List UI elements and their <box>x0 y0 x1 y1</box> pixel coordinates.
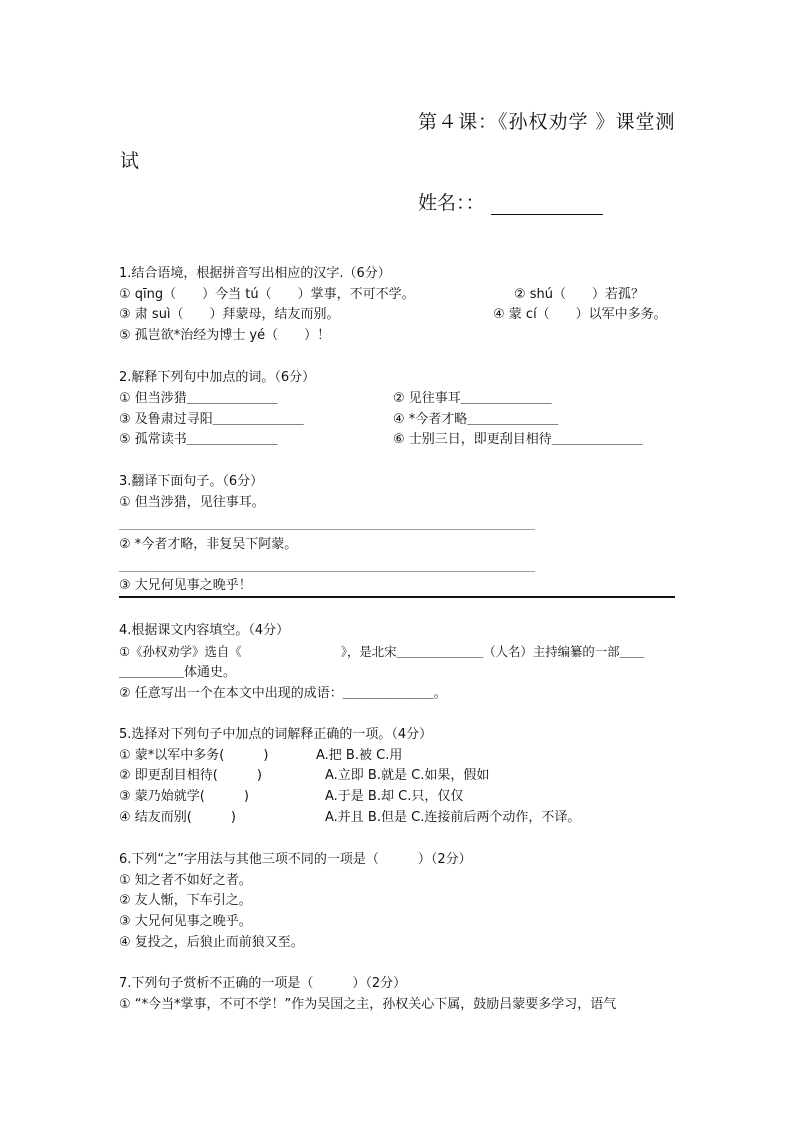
q7-heading: 7.下列句子赏析不正确的一项是（ ）（2分） <box>119 976 407 991</box>
q6-option-3: ③ 大兄何见事之晚乎。 <box>119 914 252 929</box>
name-field[interactable] <box>491 194 603 215</box>
q1-item-4: ④ 蒙 cí（ ）以军中多务。 <box>493 307 667 322</box>
q2-heading: 2.解释下列句中加点的词。（6分） <box>119 370 316 385</box>
q5-options-3: A.于是 B.却 C.只，仅仅 <box>325 789 464 804</box>
q2-item-3: ③ 及鲁肃过寻阳＿＿＿＿＿＿＿ <box>119 412 304 427</box>
q6-heading: 6.下列“之”字用法与其他三项不同的一项是（ ）（2分） <box>119 852 472 867</box>
q2-item-4: ④ *今者才略＿＿＿＿＿＿＿ <box>393 412 559 427</box>
q2-item-5: ⑤ 孤常读书＿＿＿＿＿＿＿ <box>119 432 278 447</box>
q5-item-2: ② 即更刮目相待( ) <box>119 768 262 783</box>
q3-heading: 3.翻译下面句子。（6分） <box>119 474 264 489</box>
q4-item-1-cont: ＿＿＿＿＿体通史。 <box>119 665 237 680</box>
q2-item-6: ⑥ 士别三日，即更刮目相待＿＿＿＿＿＿＿ <box>393 432 643 447</box>
name-label: 姓名：： <box>418 192 485 214</box>
q4-item-2: ② 任意写出一个在本文中出现的成语：＿＿＿＿＿＿＿。 <box>119 686 447 701</box>
q3-item-3: ③ 大兄何见事之晚乎！ <box>119 578 252 593</box>
q3-answer-line-1[interactable]: ＿＿＿＿＿＿＿＿＿＿＿＿＿＿＿＿＿＿＿＿＿＿＿＿＿＿＿＿＿＿＿＿＿＿＿＿＿＿ <box>119 518 536 531</box>
q2-item-2: ② 见往事耳＿＿＿＿＿＿＿ <box>393 391 552 406</box>
q5-options-1: A.把 B.被 C.用 <box>316 748 403 763</box>
q7-option-1: ① “*今当*掌事，不可不学！”作为吴国之主，孙权关心下属，鼓励吕蒙要多学习，语气 <box>119 997 617 1012</box>
q5-item-1: ① 蒙*以军中多务( ) <box>119 748 269 763</box>
q2-item-1: ① 但当涉猎＿＿＿＿＿＿＿ <box>119 391 278 406</box>
q4-heading: 4.根据课文内容填空。（4分） <box>119 623 290 638</box>
q5-options-4: A.并且 B.但是 C.连接前后两个动作，不译。 <box>325 810 581 825</box>
page-title-continuation: 试 <box>120 150 140 172</box>
q1-item-2: ② shú（ ）若孤？ <box>514 287 645 302</box>
q3-answer-line-2[interactable]: ＿＿＿＿＿＿＿＿＿＿＿＿＿＿＿＿＿＿＿＿＿＿＿＿＿＿＿＿＿＿＿＿＿＿＿＿＿＿ <box>119 560 536 573</box>
q1-item-1: ① qīng（ ）今当 tú（ ）掌事，不可不学。 <box>119 287 415 302</box>
q4-item-1: ①《孙权劝学》选自《 》，是北宋＿＿＿＿＿＿＿（人名）主持编纂的一部＿＿ <box>119 644 645 659</box>
q3-item-1: ① 但当涉猎，见往事耳。 <box>119 495 265 510</box>
q1-heading: 1.结合语境，根据拼音写出相应的汉字.（6分） <box>119 266 391 281</box>
page-title: 第４课：《孙权劝学 》课堂测 <box>418 111 676 133</box>
q6-option-1: ① 知之者不如好之者。 <box>119 873 252 888</box>
q6-option-2: ② 友人惭，下车引之。 <box>119 893 252 908</box>
q3-item-2: ② *今者才略，非复吴下阿蒙。 <box>119 537 298 552</box>
q5-item-4: ④ 结友而别( ) <box>119 810 236 825</box>
q1-item-3: ③ 肃 suì（ ）拜蒙母，结友而别。 <box>119 307 340 322</box>
name-row <box>418 188 603 215</box>
q6-option-4: ④ 复投之，后狼止而前狼又至。 <box>119 935 304 950</box>
q1-item-5: ⑤ 孤岂欲*治经为博士 yé（ ）！ <box>119 328 331 343</box>
section-divider <box>119 596 675 598</box>
q5-item-3: ③ 蒙乃始就学( ) <box>119 789 249 804</box>
q5-options-2: A.立即 B.就是 C.如果，假如 <box>325 768 490 783</box>
q5-heading: 5.选择对下列句子中加点的词解释正确的一项。（4分） <box>119 727 433 742</box>
